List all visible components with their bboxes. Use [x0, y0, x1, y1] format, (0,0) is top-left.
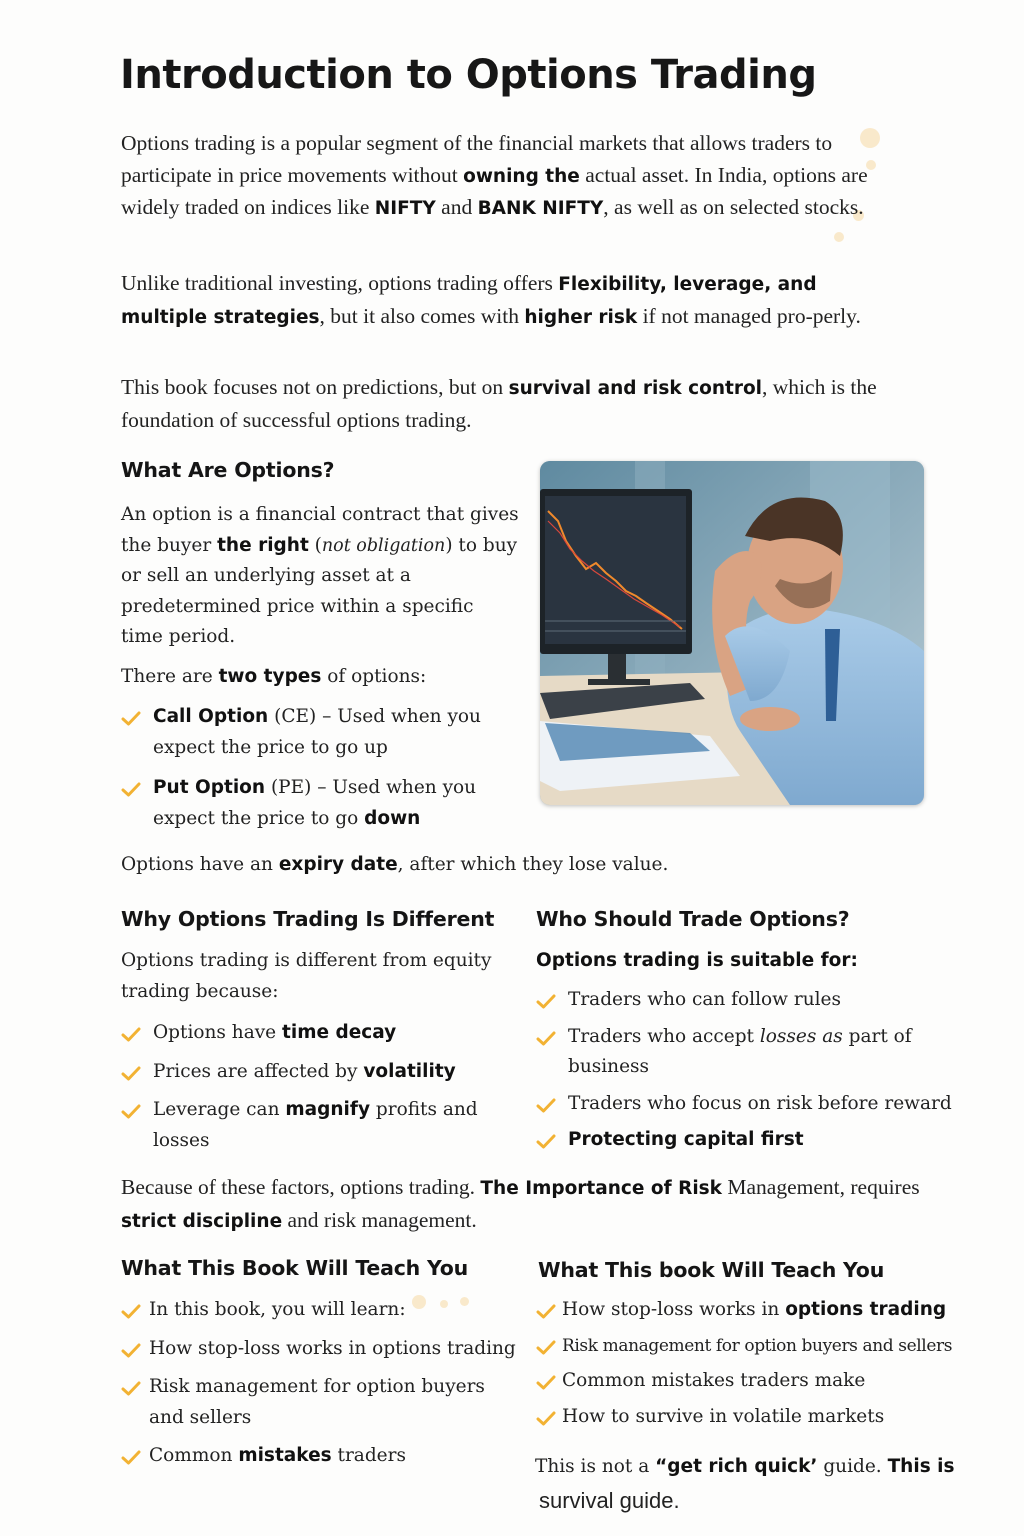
list-item [536, 1022, 938, 1083]
list-item [536, 985, 976, 1016]
text: (CE) – Used when you expect the price to go up [153, 706, 481, 758]
text: Prices are affected by [153, 1060, 364, 1082]
checkmark-icon [121, 782, 141, 797]
checkmark-icon [536, 1304, 556, 1319]
text: , but it also comes with [319, 303, 525, 328]
text: Leverage can [153, 1099, 286, 1120]
emphasis: strict discipline [121, 1210, 283, 1232]
option-types-list [121, 702, 511, 834]
emphasis: two types [218, 666, 322, 687]
text: traders [331, 1445, 406, 1466]
emphasis: owning the [463, 165, 580, 187]
list-item [536, 1366, 1006, 1397]
emphasis: options trading [785, 1299, 947, 1320]
text: Options trading is a popular segment of the financial markets that allows traders to participate in price movements without [121, 131, 833, 187]
intro-paragraph-1 [121, 128, 921, 225]
text: Unlike traditional investing, options trading offers [121, 271, 559, 295]
text: (PE) – Used when you expect the price to go [153, 777, 477, 829]
checkmark-icon [536, 1098, 556, 1113]
list-item-call-option [121, 702, 511, 763]
text: ) to buy or sell an underlying asset at a predetermined price within a specific time period. [121, 534, 518, 647]
section-heading-teach-left: What This Book Will Teach You [121, 1256, 469, 1280]
checkmark-icon [121, 1066, 141, 1081]
checkmark-icon [536, 1134, 556, 1149]
text: Options have an [121, 854, 279, 875]
option-types-intro [121, 662, 521, 693]
italic-text: not obligation [321, 535, 446, 556]
text: Options have [153, 1022, 283, 1043]
list-item [121, 1095, 511, 1156]
emphasis: the right [217, 534, 309, 556]
emphasis: higher risk [524, 306, 638, 328]
text: Because of these factors, options trading. [121, 1175, 481, 1199]
who-should-list [536, 985, 976, 1156]
list-item [121, 1018, 511, 1049]
checkmark-icon [536, 1375, 556, 1390]
text: How to survive in volatile markets [562, 1405, 885, 1427]
checkmark-icon [536, 1411, 556, 1426]
text: How stop-loss works in [562, 1299, 786, 1320]
text: Risk management for option buyers and sellers [562, 1335, 953, 1356]
text: and risk management. [282, 1207, 477, 1232]
text: An option is a financial contract that gives the buyer [121, 504, 519, 556]
emphasis: Flexibility, leverage, and multiple strategies [121, 274, 817, 328]
text: actual asset. In India, options are widely traded on indices like [121, 162, 868, 219]
list-item [121, 1372, 489, 1433]
text: survival guide. [539, 1488, 680, 1513]
why-different-intro: Options trading is different from equity trading because: [121, 950, 492, 1002]
emphasis: Put Option [153, 777, 266, 798]
text: Traders who focus on risk before reward [568, 1092, 952, 1114]
emphasis: volatility [363, 1060, 456, 1082]
emphasis: down [364, 807, 421, 829]
text: This book focuses not on predictions, but on [121, 375, 509, 399]
checkmark-icon [121, 1027, 141, 1042]
photo-illustration [540, 461, 924, 805]
emphasis: survival and risk control [508, 378, 763, 399]
list-item [536, 1089, 976, 1120]
text: of options: [321, 666, 427, 687]
who-should-intro [536, 946, 956, 977]
text: , after which they lose value. [397, 854, 669, 875]
text: part of business [568, 1025, 912, 1077]
emphasis: magnify [285, 1099, 370, 1120]
list-item [121, 1441, 531, 1472]
list-item [536, 1402, 1006, 1433]
section-heading-why-different: Why Options Trading Is Different [121, 907, 495, 931]
emphasis: NIFTY [374, 198, 436, 219]
checkmark-icon [121, 1381, 141, 1396]
text: In this book, you will learn: [149, 1299, 406, 1320]
checkmark-icon [121, 1343, 141, 1358]
stressed-trader-photo [540, 461, 924, 805]
text: Traders who accept [568, 1025, 760, 1047]
text: , as well as on selected stocks. [603, 195, 864, 219]
checkmark-icon [536, 994, 556, 1009]
checkmark-icon [121, 1304, 141, 1319]
text: Common mistakes traders make [562, 1370, 866, 1391]
emphasis: Options trading is suitable for: [536, 950, 858, 971]
emphasis: “get rich quick’ [655, 1456, 818, 1477]
list-item [536, 1125, 976, 1156]
italic-text: losses as [759, 1025, 843, 1047]
checkmark-icon [121, 1450, 141, 1465]
emphasis: Protecting capital first [568, 1129, 804, 1150]
option-definition [121, 500, 521, 653]
section-heading-teach-right: What This book Will Teach You [538, 1258, 885, 1282]
expiry-note [121, 850, 921, 881]
list-item [121, 1057, 511, 1088]
text: Management, [722, 1175, 845, 1199]
emphasis: time decay [282, 1022, 397, 1043]
list-item [121, 1334, 531, 1365]
list-item [536, 1295, 1006, 1326]
text: Traders who can follow rules [568, 989, 841, 1010]
checkmark-icon [121, 711, 141, 726]
closing-statement [535, 1450, 995, 1520]
intro-paragraph-2 [121, 268, 901, 333]
text: and [435, 195, 478, 219]
emphasis: expiry date [278, 854, 398, 875]
emphasis: mistakes [238, 1445, 332, 1466]
text: Common [149, 1445, 239, 1466]
list-item [121, 1295, 531, 1326]
text: guide. [817, 1456, 888, 1477]
section-heading-who-should-trade: Who Should Trade Options? [536, 907, 850, 931]
text: , which is the foundation of successful options trading. [121, 375, 877, 432]
emphasis: The Importance of Risk [480, 1178, 722, 1199]
why-different-list [121, 1018, 511, 1156]
text: There are [121, 666, 219, 687]
text: if not managed pro-perly. [637, 303, 861, 328]
section-heading-what-are-options: What Are Options? [121, 458, 335, 482]
text: Risk management for option buyers and sellers [149, 1376, 485, 1428]
intro-paragraph-3 [121, 372, 921, 436]
text: profits and losses [153, 1099, 478, 1151]
checkmark-icon [536, 1031, 556, 1046]
text: requires [845, 1175, 920, 1199]
teach-right-list [536, 1295, 1006, 1432]
emphasis: This is [887, 1456, 955, 1477]
text: How stop-loss works in options trading [149, 1337, 516, 1359]
teach-left-list [121, 1295, 531, 1472]
checkmark-icon [536, 1340, 556, 1355]
page-title: Introduction to Options Trading [120, 52, 817, 98]
checkmark-icon [121, 1104, 141, 1119]
emphasis: Call Option [153, 706, 269, 727]
risk-management-paragraph [121, 1172, 961, 1237]
text: ( [308, 534, 322, 556]
text: This is not a [535, 1456, 656, 1477]
decorative-dot [834, 232, 844, 242]
emphasis: BANK NIFTY [477, 198, 604, 219]
list-item-put-option [121, 773, 511, 834]
list-item [536, 1331, 1006, 1362]
